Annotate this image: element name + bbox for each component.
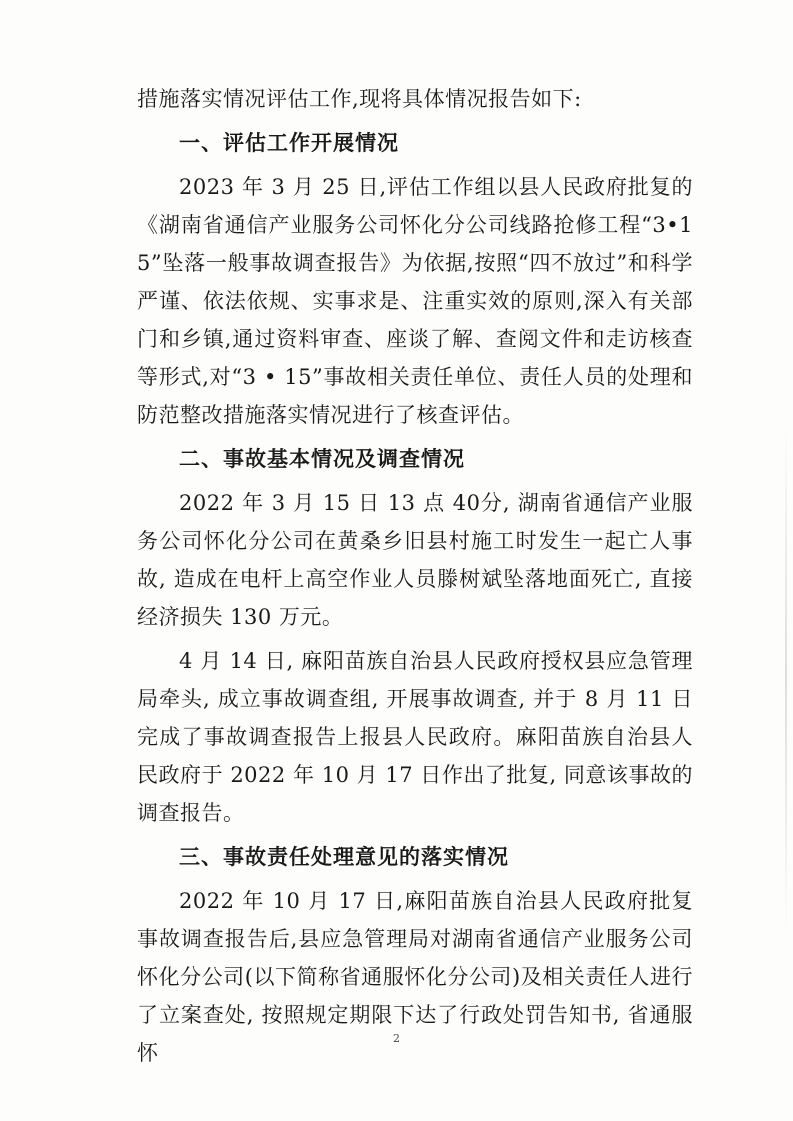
heading-section-1: 一、评估工作开展情况 [179,131,399,155]
paragraph-section-1: 2023 年 3 月 25 日,评估工作组以县人民政府批复的《湖南省通信产业服务公司怀化分公司线路抢修工程“3•15”坠落一般事故调查报告》为依据,按照“四不放过”和科学严谨、依法依规、实事求是、注重实效的原则,深入有关部门和乡镇,通过资料审查、座谈了解、查阅文件和走访核查等形式,对“3 • 15”事故相关责任单位、责任人员的处理和防范整改措施落实情况进行了核查评估。 [137,175,693,427]
document-body [137,80,693,1072]
paragraph-section-3: 2022 年 10 月 17 日,麻阳苗族自治县人民政府批复事故调查报告后,县应急管理局对湖南省通信产业服务公司怀化分公司(以下简称省通服怀化分公司)及相关责任人进行了立案查处, 按照规定期限下达了行政处罚告知书, 省通服怀 [137,889,693,1065]
paragraph-section-2b: 4 月 14 日, 麻阳苗族自治县人民政府授权县应急管理局牵头, 成立事故调查组, 开展事故调查, 并于 8 月 11 日完成了事故调查报告上报县人民政府。麻阳苗族自治县人民政府于 2022 年 10 月 17 日作出了批复, 同意该事故的调查报告。 [137,649,693,825]
page-number: 2 [393,1032,400,1045]
scan-edge-mark [785,420,787,940]
paragraph-section-2a: 2022 年 3 月 15 日 13 点 40分, 湖南省通信产业服务公司怀化分公司在黄桑乡旧县村施工时发生一起亡人事故, 造成在电杆上高空作业人员滕树斌坠落地面死亡, 直接经济损失 130 万元。 [137,491,693,629]
heading-section-2: 二、事故基本情况及调查情况 [179,447,465,471]
paragraph-intro: 措施落实情况评估工作,现将具体情况报告如下: [137,87,582,111]
heading-section-3: 三、事故责任处理意见的落实情况 [179,845,509,869]
